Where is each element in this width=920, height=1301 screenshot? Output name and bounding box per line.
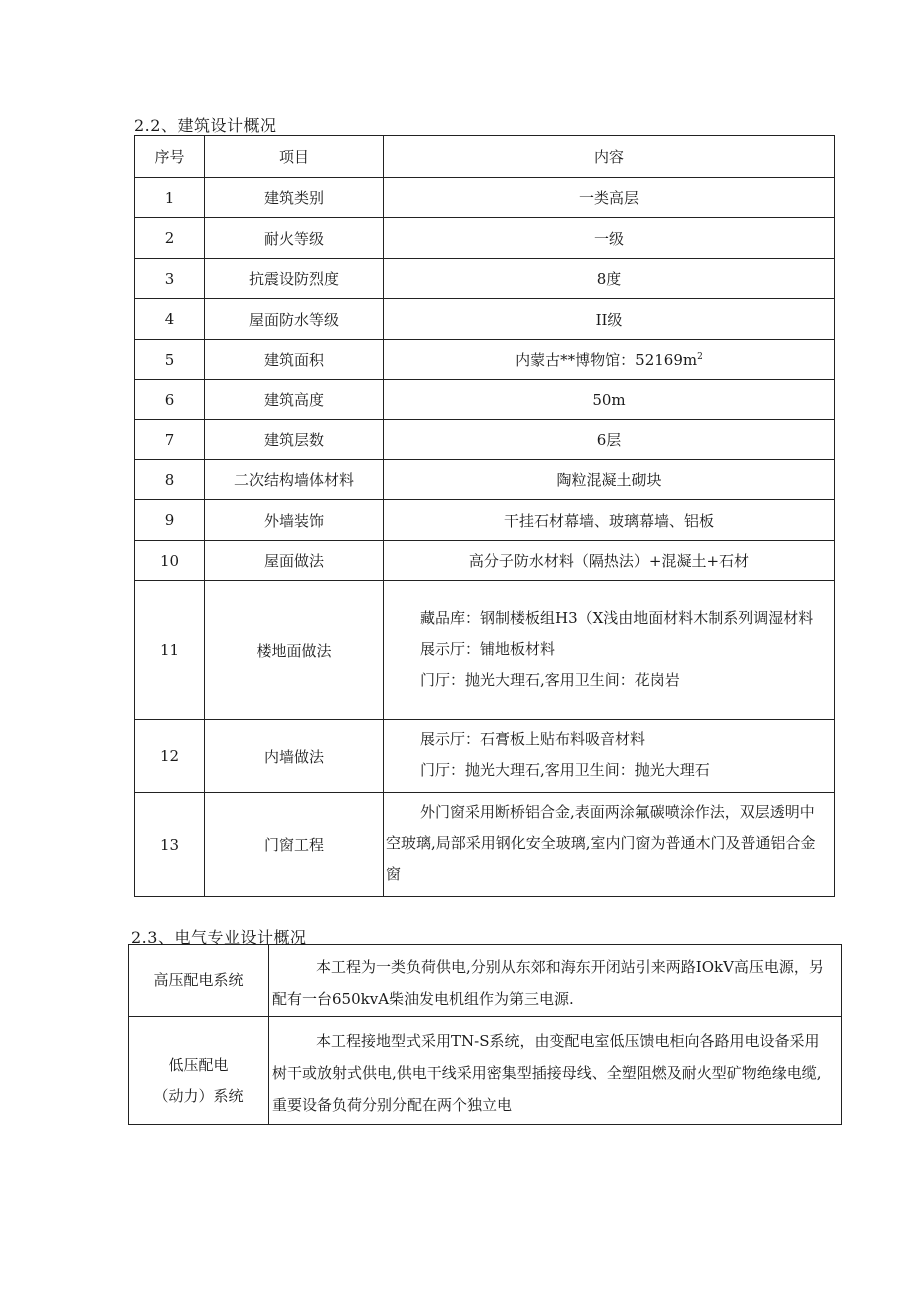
row-text: 本工程为一类负荷供电,分别从东郊和海东开闭站引来两路IOkV高压电源，另配有一台650kvA柴油发电机组作为第三电源.	[269, 945, 842, 1017]
table-row	[135, 340, 835, 380]
row-item: 二次结构墙体材料	[205, 460, 384, 500]
row-no: 13	[135, 793, 205, 897]
row-no: 1	[135, 178, 205, 218]
table-row	[135, 420, 835, 460]
row-item: 内墙做法	[205, 720, 384, 793]
content-line: 藏品库：钢制楼板组H3（X浅由地面材料木制系列调湿材料	[420, 608, 814, 627]
row-item: 建筑面积	[205, 340, 384, 380]
content-line: 门厅：抛光大理石,客用卫生间：花岗岩	[420, 670, 680, 689]
table-row	[135, 178, 835, 218]
row-content	[384, 340, 835, 380]
header-no: 序号	[135, 136, 205, 178]
row-no: 5	[135, 340, 205, 380]
building-design-table	[134, 135, 835, 897]
row-text: 本工程接地型式采用TN-S系统，由变配电室低压馈电柜向各路用电设备采用树干或放射式供电,供电干线采用密集型插接母线、全塑阻燃及耐火型矿物绝缘电缆,重要设备负荷分别分配在两个独立电	[269, 1017, 842, 1125]
row-item: 门窗工程	[205, 793, 384, 897]
section-title: 2.2、建筑设计概况	[134, 116, 277, 135]
row-no: 9	[135, 500, 205, 541]
row-no: 2	[135, 218, 205, 259]
header-item: 项目	[205, 136, 384, 178]
row-item: 屋面做法	[205, 541, 384, 581]
table-row	[135, 259, 835, 299]
table-row	[135, 380, 835, 420]
row-content	[384, 720, 835, 793]
row-item: 建筑层数	[205, 420, 384, 460]
row-label: 高压配电系统	[129, 945, 269, 1017]
row-no: 6	[135, 380, 205, 420]
row-content: II级	[384, 299, 835, 340]
row-no: 11	[135, 581, 205, 720]
table-row	[135, 541, 835, 581]
electrical-design-table	[128, 944, 842, 1125]
table-row	[135, 500, 835, 541]
row-content: 高分子防水材料（隔热法）+混凝土+石材	[384, 541, 835, 581]
row-no: 4	[135, 299, 205, 340]
table-row	[135, 581, 835, 720]
table-row	[129, 945, 842, 1017]
content-line: 外门窗采用断桥铝合金,表面两涂氟碳喷涂作法，双层透明中空玻璃,局部采用钢化安全玻璃,室内门窗为普通木门及普通铝合金窗	[386, 803, 816, 883]
row-no: 12	[135, 720, 205, 793]
section-title: 2.3、电气专业设计概况	[131, 928, 307, 947]
row-no: 7	[135, 420, 205, 460]
row-content	[384, 793, 835, 897]
row-label	[129, 1017, 269, 1125]
area-text: 内蒙古**博物馆：52169m	[515, 351, 698, 369]
row-no: 3	[135, 259, 205, 299]
table-row	[129, 1017, 842, 1125]
row-content: 陶粒混凝土砌块	[384, 460, 835, 500]
table-header-row	[135, 136, 835, 178]
table-row	[135, 793, 835, 897]
content-line: 展示厅：铺地板材料	[420, 639, 556, 658]
table-row	[135, 299, 835, 340]
label-line: （动力）系统	[153, 1086, 244, 1105]
row-content: 一级	[384, 218, 835, 259]
area-unit-superscript: 2	[697, 352, 703, 362]
content-line: 门厅：抛光大理石,客用卫生间：抛光大理石	[420, 761, 710, 779]
row-item: 建筑高度	[205, 380, 384, 420]
row-no: 10	[135, 541, 205, 581]
row-content	[384, 581, 835, 720]
row-item: 屋面防水等级	[205, 299, 384, 340]
row-content: 50m	[384, 380, 835, 420]
table-row	[135, 720, 835, 793]
row-content: 6层	[384, 420, 835, 460]
content-line: 展示厅：石膏板上贴布料吸音材料	[420, 730, 646, 748]
row-content: 干挂石材幕墙、玻璃幕墙、铝板	[384, 500, 835, 541]
row-item: 抗震设防烈度	[205, 259, 384, 299]
row-item: 外墙装饰	[205, 500, 384, 541]
table-row	[135, 218, 835, 259]
row-no: 8	[135, 460, 205, 500]
header-content: 内容	[384, 136, 835, 178]
row-item: 建筑类别	[205, 178, 384, 218]
table-row	[135, 460, 835, 500]
row-item: 耐火等级	[205, 218, 384, 259]
row-content: 一类高层	[384, 178, 835, 218]
row-item: 楼地面做法	[205, 581, 384, 720]
row-content: 8度	[384, 259, 835, 299]
label-line: 低压配电	[168, 1055, 229, 1074]
